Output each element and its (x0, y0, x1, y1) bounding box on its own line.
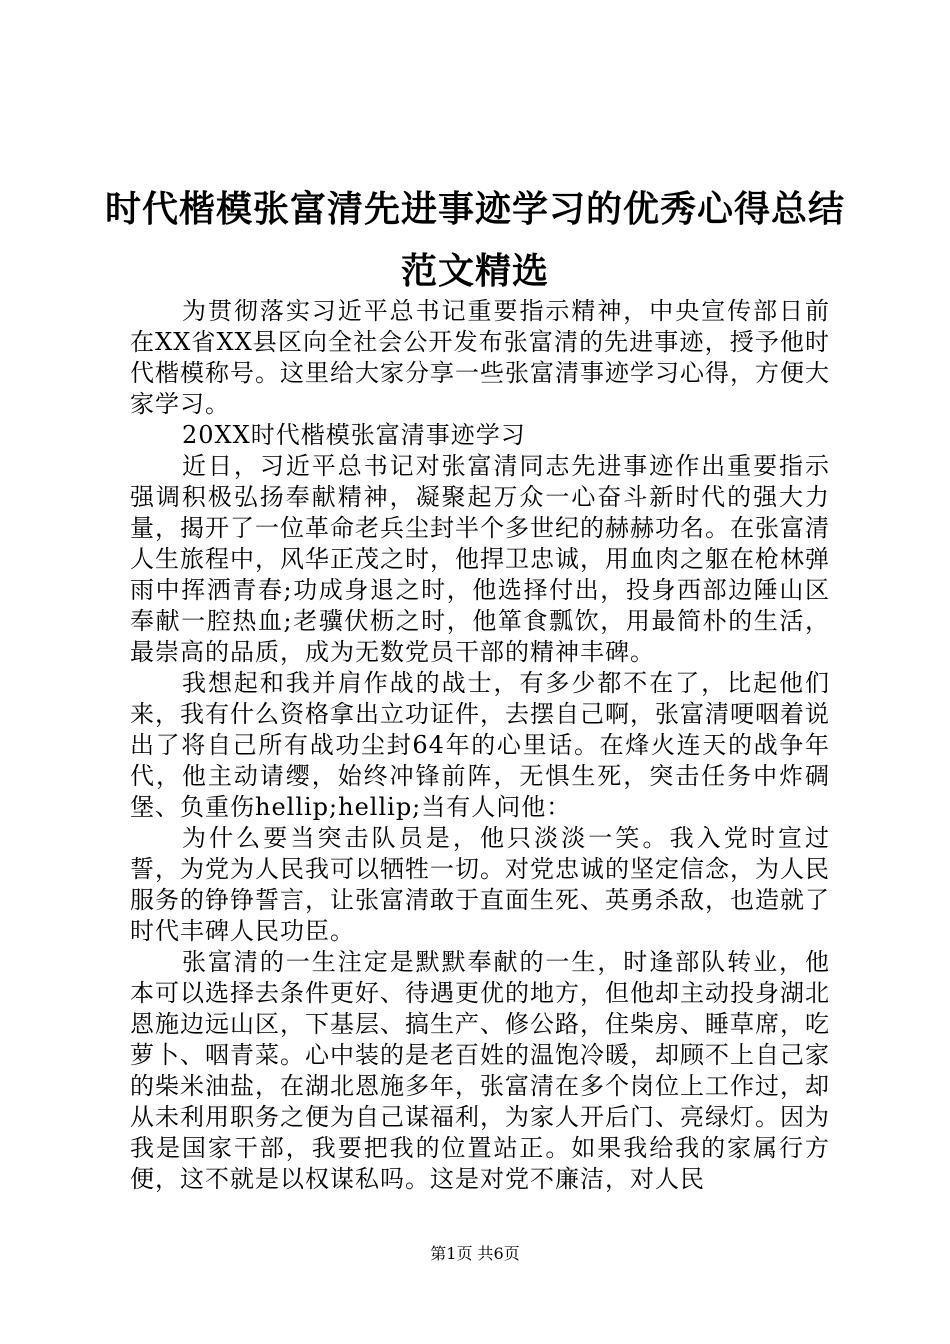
page-footer: 第1页 共6页 (430, 1244, 520, 1263)
document-title-line-1: 时代楷模张富清先进事迹学习的优秀心得总结 (104, 189, 845, 230)
document-body (130, 296, 830, 1195)
paragraph-war-memory: 我想起和我并肩作战的战士，有多少都不在了，比起他们来，我有什么资格拿出立功证件，去摆自己啊，张富清哽咽着说出了将自己所有战功尘封64年的心里话。在烽火连天的战争年代，他主动请缨，始终冲锋前阵，无惧生死，突击任务中炸碉堡、负重伤hellip;hellip;当有人问他： (130, 669, 830, 821)
paragraph-instructions: 近日，习近平总书记对张富清同志先进事迹作出重要指示强调积极弘扬奉献精神，凝聚起万众一心奋斗新时代的强大力量，揭开了一位革命老兵尘封半个多世纪的赫赫功名。在张富清人生旅程中，风华正茂之时，他捍卫忠诚，用血肉之躯在枪林弹雨中挥洒青春;功成身退之时，他选择付出，投身西部边陲山区奉献一腔热血;老骥伏枥之时，他箪食瓢饮，用最简朴的生活，最崇高的品质，成为无数党员干部的精神丰碑。 (130, 452, 830, 666)
paragraph-intro: 为贯彻落实习近平总书记重要指示精神，中央宣传部日前在XX省XX县区向全社会公开发布张富清的先进事迹，授予他时代楷模称号。这里给大家分享一些张富清事迹学习心得，方便大家学习。 (130, 297, 830, 418)
paragraph-oath: 为什么要当突击队员是，他只淡淡一笑。我入党时宣过誓，为党为人民我可以牺牲一切。对党忠诚的坚定信念，为人民服务的铮铮誓言，让张富清敢于直面生死、英勇杀敌，也造就了时代丰碑人民功臣。 (130, 824, 830, 945)
paragraph-subheading: 20XX时代楷模张富清事迹学习 (182, 421, 526, 449)
paragraph-dedication: 张富清的一生注定是默默奉献的一生，时逢部队转业，他本可以选择去条件更好、待遇更优的地方，但他却主动投身湖北恩施边远山区，下基层、搞生产、修公路，住柴房、睡草席，吃萝卜、咽青菜。心中装的是老百姓的温饱冷暖，却顾不上自己家的柴米油盐，在湖北恩施多年，张富清在多个岗位上工作过，却从未利用职务之便为自己谋福利，为家人开后门、亮绿灯。因为我是国家干部，我要把我的位置站正。如果我给我的家属行方便，这不就是以权谋私吗。这是对党不廉洁，对人民 (130, 948, 830, 1193)
document-title-line-2: 范文精选 (400, 251, 549, 292)
